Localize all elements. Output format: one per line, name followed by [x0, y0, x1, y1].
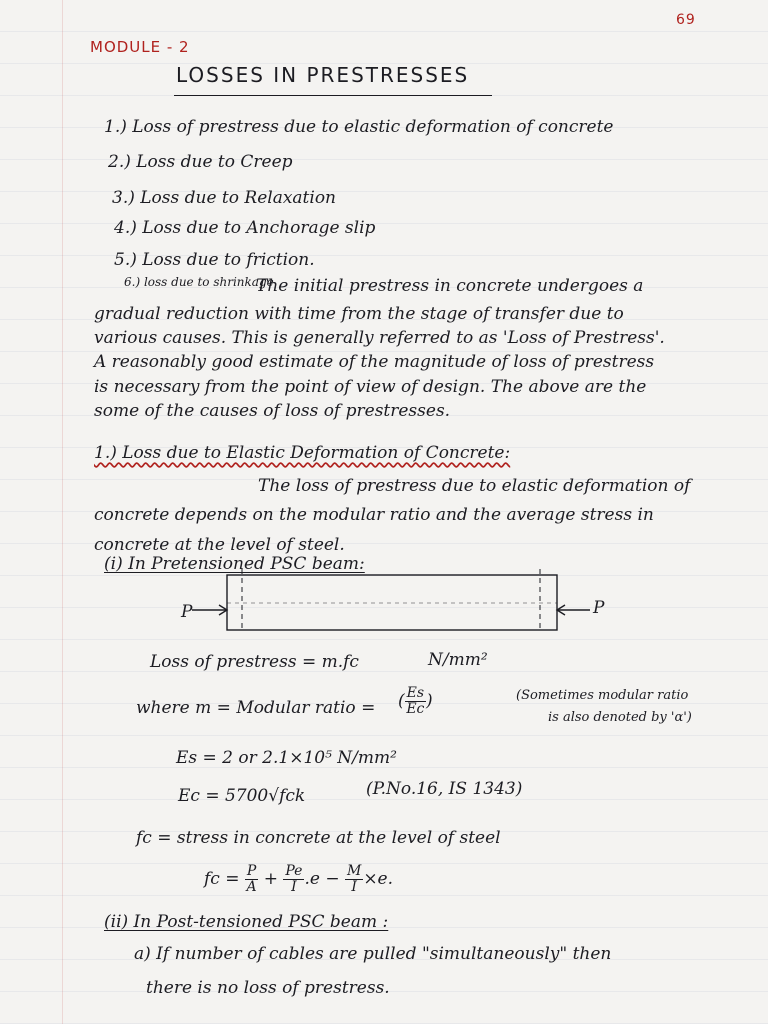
title-underline: [174, 95, 492, 96]
ec-symbol: Ec: [406, 701, 425, 717]
section-1-line-3: concrete at the level of steel.: [94, 535, 345, 555]
loss-item-3: 3.) Loss due to Relaxation: [112, 188, 337, 208]
page-title: LOSSES IN PRESTRESSES: [176, 63, 470, 87]
loss-item-4: 4.) Loss due to Anchorage slip: [114, 218, 376, 238]
loss-formula-unit: N/mm²: [428, 650, 488, 670]
fc-e: .e: [304, 869, 320, 889]
beam-right-force-label: P: [593, 598, 605, 618]
modular-ratio-fraction: ( $\frac{Es}{Ec}$ ): [398, 685, 433, 717]
section-1-heading: 1.) Loss due to Elastic Deformation of Concrete:: [94, 443, 511, 463]
post-tensioned-line-1: a) If number of cables are pulled "simultaneously" then: [134, 944, 612, 964]
beam-left-force-label: P: [181, 602, 193, 622]
intro-line-5: is necessary from the point of view of design. The above are the: [94, 377, 647, 397]
beam-diagram: [170, 565, 610, 635]
fc-p-num: P: [246, 863, 257, 879]
loss-item-2: 2.) Loss due to Creep: [108, 152, 293, 172]
section-1-line-1: The loss of prestress due to elastic deformation of: [258, 476, 691, 496]
modular-ratio-note-1: (Sometimes modular ratio: [516, 688, 689, 703]
margin-line: [62, 0, 63, 1024]
fc-pe-den: I: [291, 879, 297, 895]
es-formula: Es = 2 or 2.1×10⁵ N/mm²: [176, 748, 397, 768]
loss-item-6: 6.) loss due to shrinkage: [124, 275, 274, 289]
intro-line-2: gradual reduction with time from the stage of transfer due to: [94, 304, 624, 324]
loss-item-5: 5.) Loss due to friction.: [114, 250, 315, 270]
fc-m-num: M: [346, 863, 362, 879]
fc-minus: −: [325, 869, 340, 889]
loss-item-1: 1.) Loss of prestress due to elastic deformation of concrete: [104, 117, 614, 137]
es-symbol: Es: [406, 685, 425, 701]
fc-plus: +: [263, 869, 278, 889]
post-tensioned-heading: (ii) In Post-tensioned PSC beam :: [104, 912, 389, 932]
modular-ratio-label: where m = Modular ratio =: [136, 698, 376, 718]
intro-line-6: some of the causes of loss of prestresses.: [94, 401, 451, 421]
fc-formula: [204, 864, 393, 895]
intro-line-4: A reasonably good estimate of the magnitude of loss of prestress: [94, 352, 655, 372]
section-1-line-2: concrete depends on the modular ratio and the average stress in: [94, 505, 654, 525]
pretensioned-heading: (i) In Pretensioned PSC beam:: [104, 554, 365, 574]
loss-formula: Loss of prestress = m.fc: [150, 652, 359, 672]
modular-ratio-note-2: is also denoted by 'α'): [548, 710, 692, 725]
fc-p-den: A: [246, 879, 257, 895]
intro-line-3: various causes. This is generally referred to as 'Loss of Prestress'.: [94, 328, 665, 348]
fc-xe: ×e.: [363, 869, 394, 889]
fc-lhs: fc =: [204, 869, 240, 889]
intro-line-1: The initial prestress in concrete undergoes a: [256, 276, 644, 296]
ec-reference: (P.No.16, IS 1343): [366, 779, 523, 799]
fc-pe-num: Pe: [285, 863, 303, 879]
module-heading: MODULE - 2: [90, 38, 190, 56]
ec-formula: Ec = 5700√fck: [178, 786, 306, 806]
page-number: 69: [676, 12, 696, 28]
post-tensioned-line-2: there is no loss of prestress.: [146, 978, 390, 998]
fc-definition: fc = stress in concrete at the level of steel: [136, 828, 501, 848]
fc-m-den: I: [351, 879, 357, 895]
